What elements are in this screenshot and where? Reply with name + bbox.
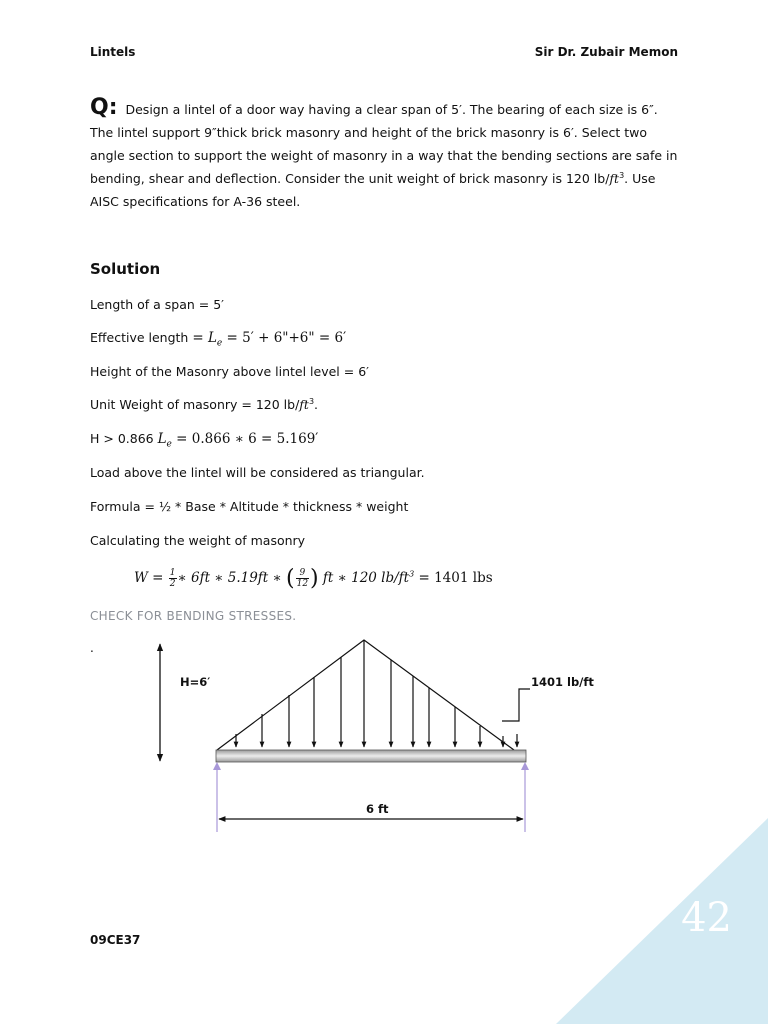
load-label-leader <box>502 689 530 721</box>
unit-weight-suffix: . <box>314 397 319 412</box>
height-label: H=6′ <box>180 675 211 689</box>
left-support-pin <box>213 762 221 770</box>
question-mark-label: Q: <box>90 95 118 120</box>
calc-heading-line: Calculating the weight of masonry <box>90 533 306 548</box>
question-text-part2: . Use AISC specifications for A-36 steel. <box>90 171 656 209</box>
weight-formula-exponent: 3 <box>409 569 415 579</box>
header-author: Sir Dr. Zubair Memon <box>534 45 678 59</box>
formula-line: Formula = ½ * Base * Altitude * thickness * weight <box>90 499 409 514</box>
header-title: Lintels <box>90 45 136 59</box>
unit-weight-line <box>90 397 318 412</box>
h-check-value: = 0.866 ∗ 6 = 5.169′ <box>171 431 319 447</box>
masonry-height-line: Height of the Masonry above lintel level = 6′ <box>90 364 369 379</box>
left-support <box>213 762 221 832</box>
weight-formula-lhs: W = <box>134 570 168 586</box>
right-paren: ) <box>310 566 319 591</box>
check-bending-heading: CHECK FOR BENDING STRESSES. <box>90 609 297 623</box>
page-corner-decoration <box>556 818 768 1024</box>
right-support-pin <box>521 762 529 770</box>
h-check-formula <box>157 431 319 450</box>
question-paragraph <box>90 96 680 213</box>
effective-length-value: = 5′ + 6"+6" = 6′ <box>222 330 347 346</box>
effective-length-symbol: = L <box>192 330 217 346</box>
h-check-subscript: e <box>166 439 172 450</box>
unit-weight-prefix: Unit Weight of masonry = 120 lb/ <box>90 397 300 412</box>
fraction-thickness-numerator: 9 <box>296 568 309 579</box>
fraction-half <box>169 568 177 589</box>
effective-length-line <box>90 330 346 349</box>
unit-weight-exponent: 3 <box>308 396 315 406</box>
load-arrows <box>236 640 517 747</box>
lintel-beam <box>216 750 526 762</box>
weight-formula <box>134 566 493 591</box>
question-unit-ft: ft <box>609 171 620 186</box>
fraction-half-numerator: 1 <box>169 568 176 578</box>
h-check-symbol: L <box>157 431 167 447</box>
load-label: 1401 lb/ft <box>531 675 594 689</box>
effective-length-prefix: Effective length <box>90 330 189 345</box>
load-diagram <box>0 630 768 850</box>
fraction-thickness-denominator: 12 <box>296 579 309 589</box>
effective-length-formula <box>192 330 347 349</box>
weight-formula-rest: ft ∗ 120 lb/ft <box>318 570 410 586</box>
solution-heading: Solution <box>90 260 161 278</box>
unit-weight-ft: ft <box>299 397 309 412</box>
span-length-line: Length of a span = 5′ <box>90 297 224 312</box>
fraction-thickness <box>296 568 309 589</box>
fraction-half-denominator: 2 <box>169 579 176 589</box>
question-unit-exponent: 3 <box>619 170 625 180</box>
weight-formula-mid: ∗ 6ft ∗ 5.19ft ∗ <box>177 570 286 586</box>
page-number: 42 <box>681 895 732 941</box>
weight-formula-result: = 1401 lbs <box>414 570 493 586</box>
load-type-line: Load above the lintel will be considered as triangular. <box>90 465 425 480</box>
h-check-prefix: H > 0.866 <box>90 431 158 446</box>
left-paren: ( <box>286 566 295 591</box>
question-text-part1: Design a lintel of a door way having a clear span of 5′. The bearing of each size is 6″. The lintel support 9″thick brick masonry and height of the brick masonry is 6′. Select two angle section to support the weight of masonry in a way that the bending sections are safe in bending, shear and deflection. Consider the unit weight of brick masonry is 120 lb/ <box>90 102 678 186</box>
effective-length-subscript: e <box>216 338 223 349</box>
h-check-line <box>90 431 318 450</box>
stray-dot: . <box>90 641 94 655</box>
footer-code: 09CE37 <box>90 933 141 947</box>
right-support <box>521 762 529 832</box>
span-label: 6 ft <box>366 802 389 816</box>
